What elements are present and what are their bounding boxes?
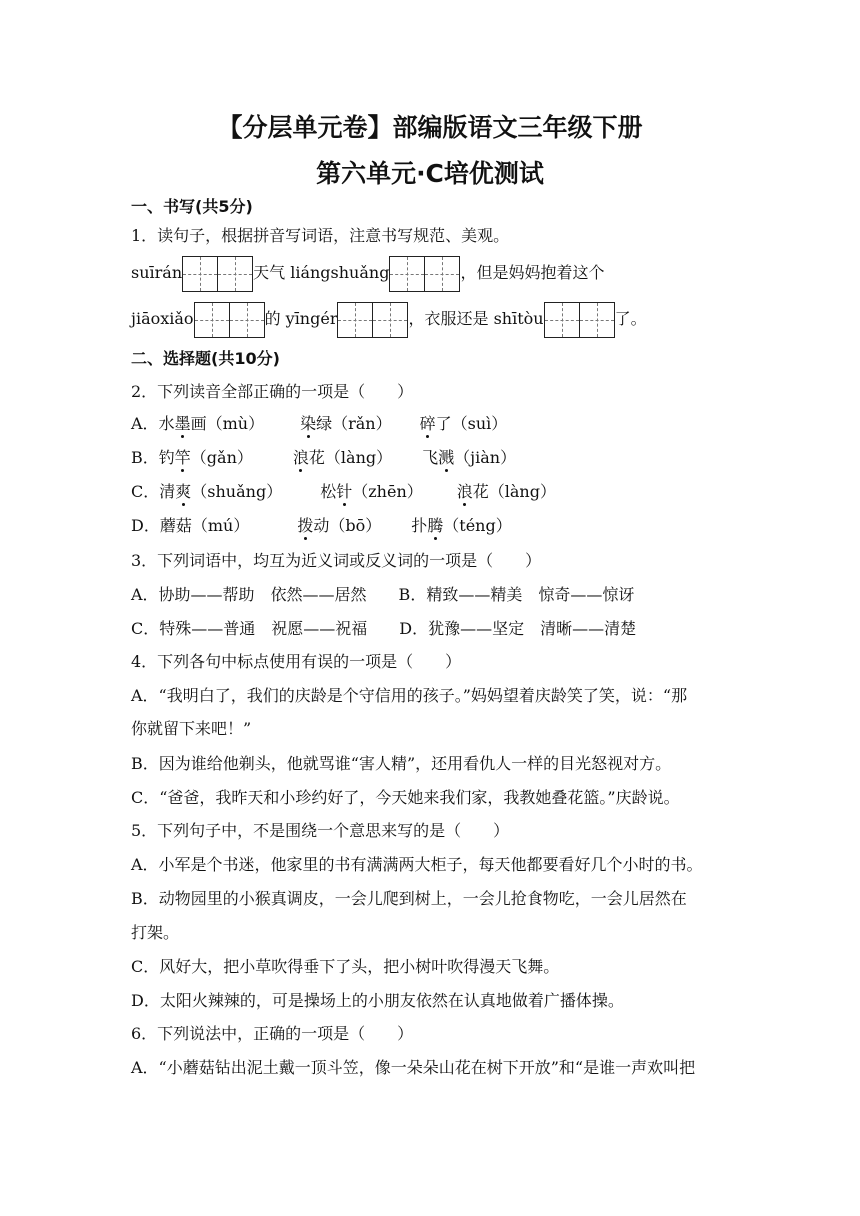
section-choice: 二、选择题(共10分) xyxy=(131,349,280,368)
page-title: 【分层单元卷】部编版语文三年级下册 xyxy=(217,113,643,142)
q2-option-c: C．清爽（shuǎng） 松针（zhēn） 浪花（làng） xyxy=(131,482,556,501)
q2-option-d: D．蘑菇（mú） 拨动（bō） 扑腾（téng） xyxy=(131,516,512,535)
q4-stem: 4．下列各句中标点使用有误的一项是（ ） xyxy=(131,652,462,671)
q5-option-b-line2: 打架。 xyxy=(131,923,180,942)
q5-stem: 5．下列句子中，不是围绕一个意思来写的是（ ） xyxy=(131,821,510,840)
q1-line2 xyxy=(131,300,647,339)
q2-option-a: A．水墨画（mù） 染绿（rǎn） 碎了（suì） xyxy=(131,414,508,433)
q4-option-c: C．“爸爸，我昨天和小珍约好了，今天她来我们家，我教她叠花篮。”庆龄说。 xyxy=(131,788,680,807)
q1-line1 xyxy=(131,254,604,293)
pinyin-text: ，衣服还是 shītòu xyxy=(408,309,544,328)
pinyin-text: 的 yīngér xyxy=(264,309,338,328)
pinyin-text: 天气 liángshuǎng xyxy=(253,263,390,282)
writing-grid[interactable] xyxy=(194,301,264,339)
sentence-text: 了。 xyxy=(614,309,647,328)
q5-option-c: C．风好大，把小草吹得垂下了头，把小树叶吹得漫天飞舞。 xyxy=(131,957,560,976)
q3-stem: 3．下列词语中，均互为近义词或反义词的一项是（ ） xyxy=(131,551,542,570)
writing-grid[interactable] xyxy=(389,255,459,293)
page-subtitle: 第六单元·C培优测试 xyxy=(316,159,544,188)
pinyin-text: suīrán xyxy=(131,263,183,282)
q5-option-a: A．小军是个书迷，他家里的书有满满两大柜子，每天他都要看好几个小时的书。 xyxy=(131,855,703,874)
q2-option-b: B．钓竿（gǎn） 浪花（làng） 飞溅（jiàn） xyxy=(131,448,517,467)
q3-options-row1: A．协助——帮助 依然——居然 B．精致——精美 惊奇——惊讶 xyxy=(131,585,635,604)
q5-option-b-line1: B．动物园里的小猴真调皮，一会儿爬到树上，一会儿抢食物吃，一会儿居然在 xyxy=(131,889,687,908)
q5-option-d: D．太阳火辣辣的，可是操场上的小朋友依然在认真地做着广播体操。 xyxy=(131,991,624,1010)
writing-grid[interactable] xyxy=(182,255,252,293)
q4-option-b: B．因为谁给他剃头，他就骂谁“害人精”，还用看仇人一样的目光怒视对方。 xyxy=(131,754,672,773)
q3-options-row2: C．特殊——普通 祝愿——祝福 D．犹豫——坚定 清晰——清楚 xyxy=(131,619,637,638)
q6-stem: 6．下列说法中，正确的一项是（ ） xyxy=(131,1024,414,1043)
q2-stem: 2．下列读音全部正确的一项是（ ） xyxy=(131,382,414,401)
writing-grid[interactable] xyxy=(337,301,407,339)
section-writing: 一、书写(共5分) xyxy=(131,197,253,216)
q6-option-a-line1: A．“小蘑菇钻出泥土戴一顶斗笠，像一朵朵山花在树下开放”和“是谁一声欢叫把 xyxy=(131,1058,696,1077)
pinyin-text: jiāoxiǎo xyxy=(131,309,194,328)
q4-option-a-line2: 你就留下来吧！” xyxy=(131,719,252,738)
q1-stem: 1．读句子，根据拼音写词语，注意书写规范、美观。 xyxy=(131,226,510,245)
sentence-text: ，但是妈妈抱着这个 xyxy=(460,263,605,282)
q4-option-a-line1: A．“我明白了，我们的庆龄是个守信用的孩子。”妈妈望着庆龄笑了笑，说：“那 xyxy=(131,686,688,705)
writing-grid[interactable] xyxy=(544,301,614,339)
